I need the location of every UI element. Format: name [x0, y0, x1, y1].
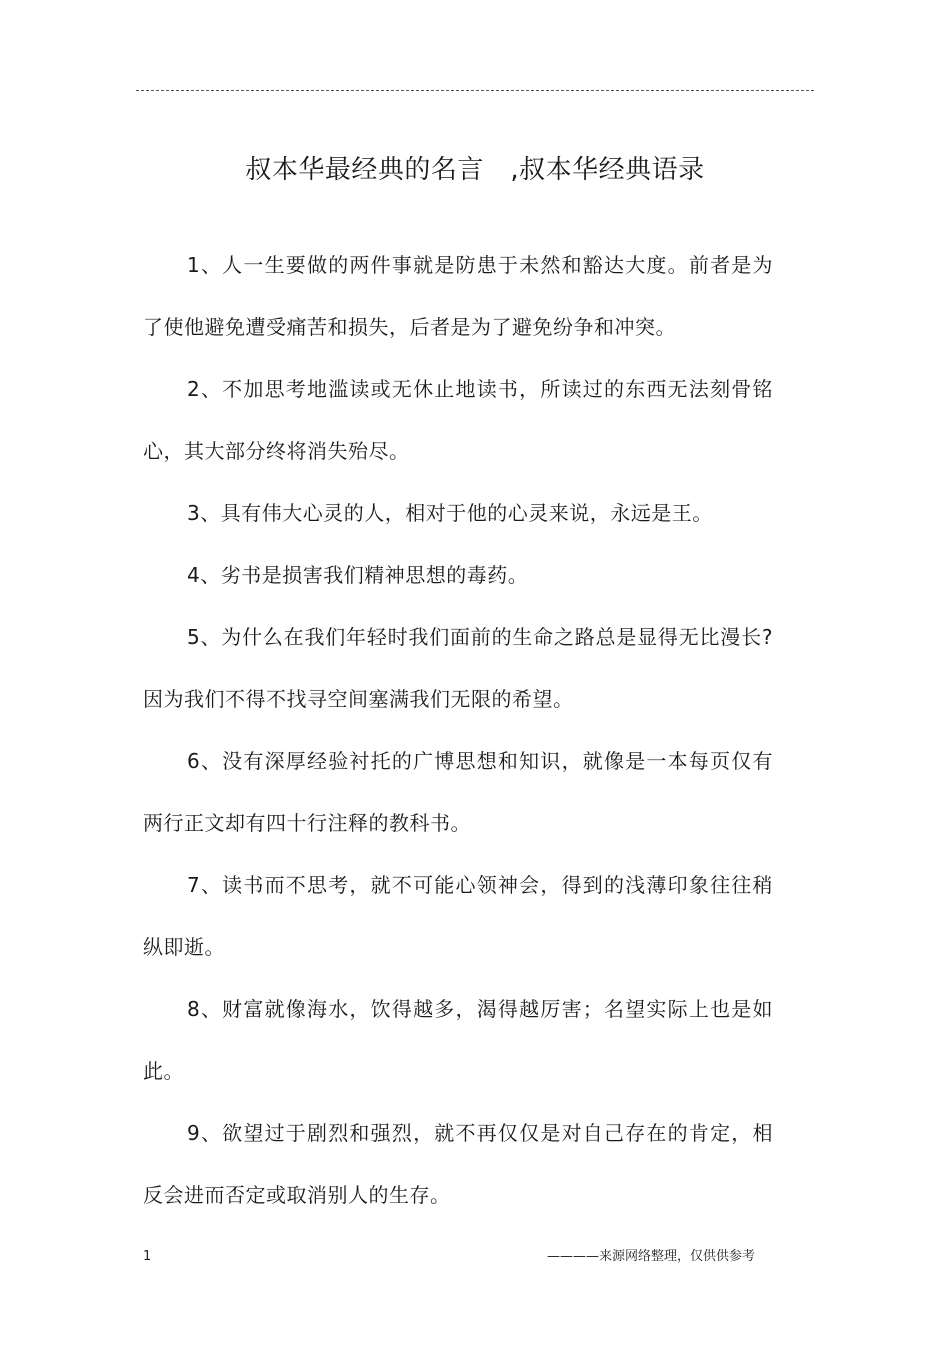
page-number: 1	[143, 1249, 152, 1264]
quote-item: 4、劣书是损害我们精神思想的毒药。	[187, 563, 529, 587]
quote-item: 7、读书而不思考，就不可能心领神会，得到的浅薄印象往往稍纵即逝。	[143, 873, 773, 959]
header-divider	[136, 90, 814, 91]
quote-item: 1、人一生要做的两件事就是防患于未然和豁达大度。前者是为了使他避免遭受痛苦和损失，后者是为了避免纷争和冲突。	[143, 253, 773, 339]
quote-list	[143, 234, 773, 1226]
document-title: 叔本华最经典的名言 ,叔本华经典语录	[245, 155, 705, 185]
quote-item: 5、为什么在我们年轻时我们面前的生命之路总是显得无比漫长?因为我们不得不找寻空间塞满我们无限的希望。	[143, 625, 773, 711]
quote-item: 3、具有伟大心灵的人，相对于他的心灵来说，永远是王。	[187, 501, 713, 525]
quote-item: 8、财富就像海水，饮得越多，渴得越厉害；名望实际上也是如此。	[143, 997, 773, 1083]
quote-item: 9、欲望过于剧烈和强烈，就不再仅仅是对自己存在的肯定，相反会进而否定或取消别人的生存。	[143, 1121, 773, 1207]
quote-item: 6、没有深厚经验衬托的广博思想和知识，就像是一本每页仅有两行正文却有四十行注释的教科书。	[143, 749, 773, 835]
footer-source-note: ————来源网络整理，仅供供参考	[547, 1249, 756, 1264]
quote-item: 2、不加思考地滥读或无休止地读书，所读过的东西无法刻骨铭心，其大部分终将消失殆尽。	[143, 377, 773, 463]
